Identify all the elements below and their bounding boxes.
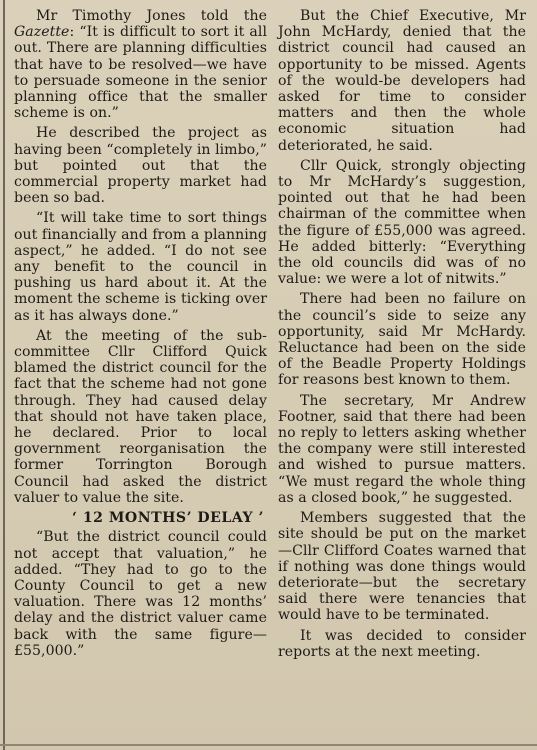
paragraph: He described the project as having been “completely in limbo,” but pointed out that the commercial property market had been so bad. <box>14 125 267 207</box>
paragraph-text: : “It is difficult to sort it all out. There are planning difficulties that have to be resolved—we have to persuade someone in the senior planning office that the smaller scheme is on.” <box>14 24 267 122</box>
subheading-wrapper <box>14 510 267 526</box>
paragraph: There had been no failure on the council’s side to seize any opportunity, said Mr McHardy. Reluctance had been on the side of the Beadle Property Holdings for reasons best known to them. <box>278 291 526 389</box>
paragraph: Cllr Quick, strongly objecting to Mr McHardy’s suggestion, pointed out that he had been chairman of the committee when the figure of £55,000 was agreed. He added bitterly: “Everything the old councils did was of no value: we were a lot of nitwits.” <box>278 157 526 288</box>
paragraph: Members suggested that the site should be put on the market—Cllr Clifford Coates warned that if nothing was done things would deteriorate—but the secretary said there were tenancies that would have to be terminated. <box>278 510 526 624</box>
paragraph <box>14 8 267 121</box>
article-left-column <box>14 8 267 663</box>
paragraph: But the Chief Executive, Mr John McHardy, denied that the district council had caused an opportunity to be missed. Agents of the would-be developers had asked for time to consider matters and then the whole economic situation had deteriorated, he said. <box>278 8 526 154</box>
paragraph: “It will take time to sort things out financially and from a planning aspect,” he added. “I do not see any benefit to the council in pushing us hard about it. At the moment the scheme is ticking over as it has always done.” <box>14 210 267 324</box>
subheading: ‘ 12 MONTHS’ DELAY ’ <box>72 510 264 527</box>
bottom-rule <box>0 744 537 746</box>
paragraph: The secretary, Mr Andrew Footner, said that there had been no reply to letters asking whether the company were still interested and wished to pursue matters. “We must regard the whole thing as a closed book,” he suggested. <box>278 392 526 506</box>
paragraph: At the meeting of the sub-committee Cllr Clifford Quick blamed the district council for the fact that the scheme had not gone through. They had caused delay that should not have taken place, he declared. Prior to local government reorganisation the former Torrington Borough Council had asked the district valuer to value the site. <box>14 327 267 506</box>
paragraph: “But the district council could not accept that valuation,” he added. “They had to go to the County Council to get a new valuation. There was 12 months’ delay and the district valuer came back with the same figure—£55,000.” <box>14 529 267 659</box>
paragraph: It was decided to consider reports at the next meeting. <box>278 627 526 660</box>
publication-name: Gazette <box>14 24 70 41</box>
paragraph-text: Mr Timothy Jones told the <box>36 8 267 24</box>
column-rule <box>3 0 5 750</box>
article-right-column <box>278 8 526 664</box>
